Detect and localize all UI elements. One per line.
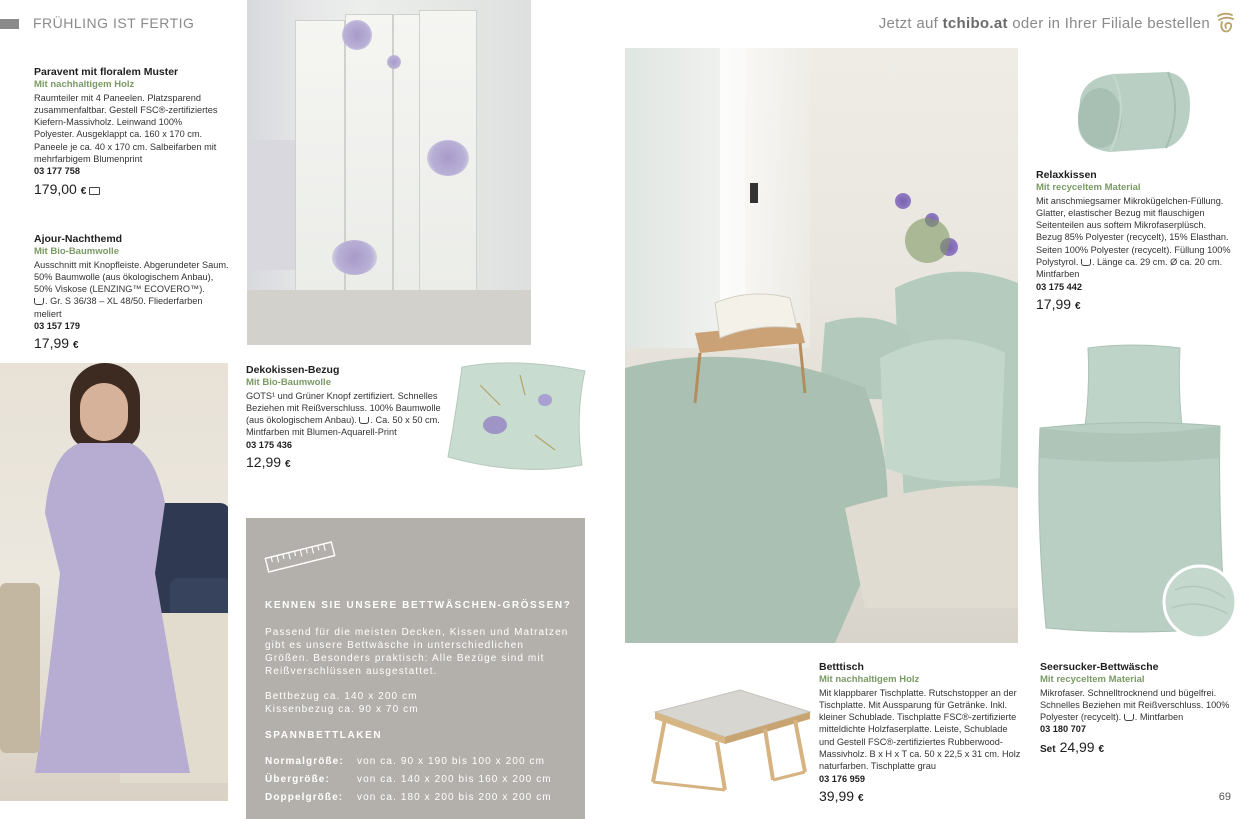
product-name: Betttisch bbox=[819, 661, 864, 673]
product-description: GOTS¹ und Grüner Knopf zertifiziert. Schnelles Beziehen mit Reißverschluss. 100% Baumwolle (aus ökologischem Anbau). . Ca. 50 x 50 cm. Mintfarben mit Blumen-Aquarell-Print bbox=[246, 390, 441, 438]
product-description: Raumteiler mit 4 Paneelen. Platzsparend zusammenfaltbar. Gestell FSC®-zertifiziertes Kiefern-Massivholz. Leinwand 100% Polyester. Ausgeklappt ca. 160 x 170 cm. Paneele je ca. 40 x 170 cm. Salbeifarben mit mehrfarbigem Blumenprint bbox=[34, 92, 218, 164]
wash-icon bbox=[34, 298, 44, 305]
product-feature: Mit nachhaltigem Holz bbox=[34, 79, 135, 90]
price bbox=[1040, 737, 1235, 760]
product-description: Mit anschmiegsamer Mikrokügelchen-Füllung. Glatter, elastischer Bezug mit flauschigen Seitenteilen aus softem Mikrofaserplüsch. Bezug 85% Polyester (recycelt), 15% Elasthan. Seiten 100% Polyester (recycelt). Füllung 100% Polystyrol. . Länge ca. 29 cm. Ø ca. 20 cm. Mintfarben bbox=[1036, 195, 1231, 280]
product-description: Ausschnitt mit Knopfleiste. Abgerundeter Saum. 50% Baumwolle (aus ökologischem Anbau), 50% Viskose (LENZING™ ECOVERO™). . Gr. S 36/38 – XL 48/50. Fliederfarben meliert bbox=[34, 259, 229, 319]
price bbox=[34, 333, 229, 356]
price bbox=[819, 786, 1024, 809]
ruler-icon bbox=[264, 540, 336, 574]
price bbox=[1036, 294, 1231, 317]
article-number: 03 176 959 bbox=[819, 773, 865, 784]
product-feature: Mit recyceltem Material bbox=[1040, 674, 1145, 685]
currency: € bbox=[857, 792, 864, 804]
fitted-sheet-heading: SPANNBETTLAKEN bbox=[265, 730, 383, 741]
article-number: 03 177 758 bbox=[34, 166, 80, 177]
info-paragraph: Passend für die meisten Decken, Kissen und Matratzen gibt es unsere Bettwäsche in unterschiedlichen Größen. Besonders praktisch: Alle Bezüge sind mit Reißverschlüssen ausgestattet. bbox=[265, 627, 569, 677]
bolster-pillow-photo bbox=[1068, 60, 1198, 160]
bed-table-photo bbox=[645, 682, 815, 792]
section-marker bbox=[0, 19, 19, 29]
product-name: Relaxkissen bbox=[1036, 169, 1097, 181]
product-name: Ajour-Nachthemd bbox=[34, 233, 123, 245]
product-feature: Mit Bio-Baumwolle bbox=[246, 377, 331, 388]
size-row: Doppelgröße: von ca. 180 x 200 bis 200 x 200 cm bbox=[265, 792, 552, 803]
paravent-photo bbox=[247, 0, 531, 345]
bedding-set-photo bbox=[1030, 340, 1235, 640]
article-number: 03 157 179 bbox=[34, 320, 80, 331]
product-description: Mikrofaser. Schnelltrocknend und bügelfrei. Schnelles Beziehen mit Reißverschluss. 100% Polyester (recycelt). . Mintfarben bbox=[1040, 687, 1230, 723]
product-feature: Mit Bio-Baumwolle bbox=[34, 246, 119, 257]
article-number: 03 175 436 bbox=[246, 439, 292, 450]
currency: € bbox=[72, 340, 79, 352]
product-dekokissen bbox=[246, 363, 446, 475]
currency: € bbox=[1098, 743, 1105, 755]
bed-cover-size: Bettbezug ca. 140 x 200 cm bbox=[265, 691, 418, 702]
product-bettwaesche bbox=[1040, 660, 1235, 760]
page-number: 69 bbox=[1218, 791, 1231, 803]
wash-icon bbox=[1124, 714, 1134, 721]
info-heading: KENNEN SIE UNSERE BETTWÄSCHEN-GRÖSSEN? bbox=[265, 600, 572, 611]
bedroom-photo bbox=[625, 48, 1018, 643]
product-nachthemd bbox=[34, 232, 229, 356]
product-feature: Mit nachhaltigem Holz bbox=[819, 674, 920, 685]
section-title: FRÜHLING IST FERTIG bbox=[33, 15, 195, 31]
price-value: 39,99 bbox=[819, 787, 855, 804]
tchibo-logo-icon bbox=[1214, 10, 1236, 34]
price-value: 17,99 bbox=[1036, 295, 1072, 312]
size-row: Normalgröße: von ca. 90 x 190 bis 100 x 200 cm bbox=[265, 756, 546, 767]
product-betttisch bbox=[819, 660, 1024, 809]
price-value: 17,99 bbox=[34, 335, 70, 352]
article-number: 03 175 442 bbox=[1036, 281, 1082, 292]
price-value: 12,99 bbox=[246, 453, 282, 470]
price bbox=[246, 452, 446, 475]
currency: € bbox=[1074, 300, 1081, 312]
pillow-cover-size: Kissenbezug ca. 90 x 70 cm bbox=[265, 704, 419, 715]
product-name: Dekokissen-Bezug bbox=[246, 364, 340, 376]
nightgown-photo bbox=[0, 363, 228, 801]
order-site-link[interactable]: tchibo.at bbox=[942, 15, 1008, 32]
currency: € bbox=[80, 185, 87, 197]
product-name: Paravent mit floralem Muster bbox=[34, 66, 179, 78]
article-number: 03 180 707 bbox=[1040, 724, 1086, 735]
cushion-photo bbox=[440, 355, 590, 480]
cover-sizes bbox=[265, 690, 419, 716]
product-paravent bbox=[34, 65, 224, 202]
wash-icon bbox=[1081, 259, 1091, 266]
currency: € bbox=[284, 458, 291, 470]
product-relaxkissen bbox=[1036, 168, 1231, 317]
price-prefix: Set bbox=[1040, 743, 1056, 755]
price-value: 24,99 bbox=[1059, 738, 1095, 755]
order-note bbox=[879, 15, 1210, 32]
order-suffix: oder in Ihrer Filiale bestellen bbox=[1007, 15, 1210, 32]
wash-icon bbox=[359, 417, 369, 424]
product-name: Seersucker-Bettwäsche bbox=[1040, 661, 1159, 673]
size-row: Übergröße: von ca. 140 x 200 bis 160 x 200 cm bbox=[265, 774, 552, 785]
price bbox=[34, 179, 224, 202]
bedding-size-info bbox=[246, 518, 585, 819]
order-prefix: Jetzt auf bbox=[878, 15, 943, 32]
product-feature: Mit recyceltem Material bbox=[1036, 182, 1141, 193]
product-description: Mit klappbarer Tischplatte. Rutschstopper an der Tischplatte. Mit Aussparung für Getränke. Inkl. kleiner Schublade. Tischplatte FSC®-zertifizierte mitteldichte Holzfaserplatte. Leiste, Schublade und Gestell FSC®-zertifiziertes Rubberwood-Massivholz. B x H x T ca. 50 x 22,5 x 31 cm. Holz naturfarben. Tischplatte grau bbox=[819, 687, 1021, 772]
price-value: 179,00 bbox=[34, 180, 77, 197]
delivery-icon bbox=[89, 187, 100, 195]
